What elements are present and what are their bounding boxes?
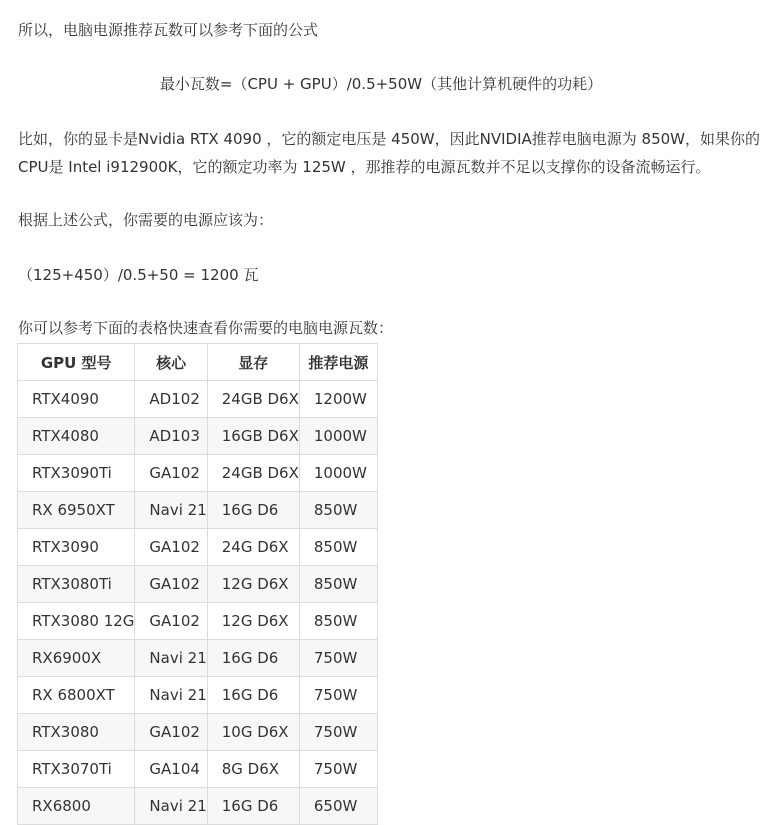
table-row [18, 714, 378, 751]
according-paragraph: 根据上述公式，你需要的电源应该为： [18, 211, 274, 229]
cell-core: GA102 [135, 529, 207, 566]
table-row [18, 381, 378, 418]
header-memory: 显存 [207, 344, 299, 381]
cell-model: RTX3090Ti [18, 455, 135, 492]
cell-memory: 24G D6X [207, 529, 299, 566]
header-gpu-model: GPU 型号 [18, 344, 135, 381]
table-intro-paragraph: 你可以参考下面的表格快速查看你需要的电脑电源瓦数： [18, 319, 394, 337]
cell-model: RTX3070Ti [18, 751, 135, 788]
cell-core: GA102 [135, 566, 207, 603]
table-row [18, 788, 378, 825]
cell-model: RTX3080 [18, 714, 135, 751]
cell-model: RTX3080 12G [18, 603, 135, 640]
table-row [18, 455, 378, 492]
cell-memory: 8G D6X [207, 751, 299, 788]
cell-core: Navi 21 [135, 640, 207, 677]
table-row [18, 418, 378, 455]
cell-psu: 850W [299, 603, 377, 640]
header-core: 核心 [135, 344, 207, 381]
cell-psu: 1200W [299, 381, 377, 418]
cell-psu: 1000W [299, 418, 377, 455]
table-row [18, 751, 378, 788]
table-row [18, 566, 378, 603]
table-row [18, 677, 378, 714]
cell-core: AD102 [135, 381, 207, 418]
cell-memory: 10G D6X [207, 714, 299, 751]
cell-psu: 650W [299, 788, 377, 825]
table-header-row [18, 344, 378, 381]
cell-model: RTX4080 [18, 418, 135, 455]
cell-memory: 16G D6 [207, 677, 299, 714]
cell-psu: 850W [299, 529, 377, 566]
cell-model: RX 6800XT [18, 677, 135, 714]
cell-memory: 12G D6X [207, 566, 299, 603]
gpu-psu-table [17, 343, 378, 825]
cell-psu: 850W [299, 492, 377, 529]
cell-psu: 850W [299, 566, 377, 603]
cell-psu: 750W [299, 714, 377, 751]
example-paragraph [18, 125, 760, 181]
intro-paragraph: 所以，电脑电源推荐瓦数可以参考下面的公式 [18, 21, 319, 39]
cell-core: GA104 [135, 751, 207, 788]
cell-psu: 750W [299, 751, 377, 788]
table-row [18, 603, 378, 640]
cell-model: RX6900X [18, 640, 135, 677]
cell-memory: 24GB D6X [207, 455, 299, 492]
cell-core: Navi 21 [135, 492, 207, 529]
table-row [18, 640, 378, 677]
cell-memory: 16G D6 [207, 788, 299, 825]
table-row [18, 492, 378, 529]
calculation-paragraph: （125+450）/0.5+50 = 1200 瓦 [18, 266, 259, 284]
cell-model: RX 6950XT [18, 492, 135, 529]
cell-model: RTX3090 [18, 529, 135, 566]
cell-memory: 16GB D6X [207, 418, 299, 455]
cell-core: AD103 [135, 418, 207, 455]
cell-memory: 16G D6 [207, 640, 299, 677]
formula-paragraph: 最小瓦数=（CPU + GPU）/0.5+50W（其他计算机硬件的功耗） [159, 75, 603, 93]
cell-core: GA102 [135, 455, 207, 492]
example-line-2: CPU是 Intel i912900K，它的额定功率为 125W ，那推荐的电源瓦数并不足以支撑你的设备流畅运行。 [18, 158, 711, 176]
cell-core: Navi 21 [135, 677, 207, 714]
cell-psu: 750W [299, 640, 377, 677]
header-recommended-psu: 推荐电源 [299, 344, 377, 381]
cell-core: Navi 21 [135, 788, 207, 825]
cell-core: GA102 [135, 714, 207, 751]
cell-memory: 16G D6 [207, 492, 299, 529]
table-row [18, 529, 378, 566]
cell-model: RTX3080Ti [18, 566, 135, 603]
example-line-1: 比如，你的显卡是Nvidia RTX 4090 ，它的额定电压是 450W，因此NVIDIA推荐电脑电源为 850W，如果你的 [18, 130, 760, 148]
cell-psu: 750W [299, 677, 377, 714]
cell-model: RX6800 [18, 788, 135, 825]
cell-psu: 1000W [299, 455, 377, 492]
cell-core: GA102 [135, 603, 207, 640]
cell-memory: 12G D6X [207, 603, 299, 640]
cell-model: RTX4090 [18, 381, 135, 418]
cell-memory: 24GB D6X [207, 381, 299, 418]
